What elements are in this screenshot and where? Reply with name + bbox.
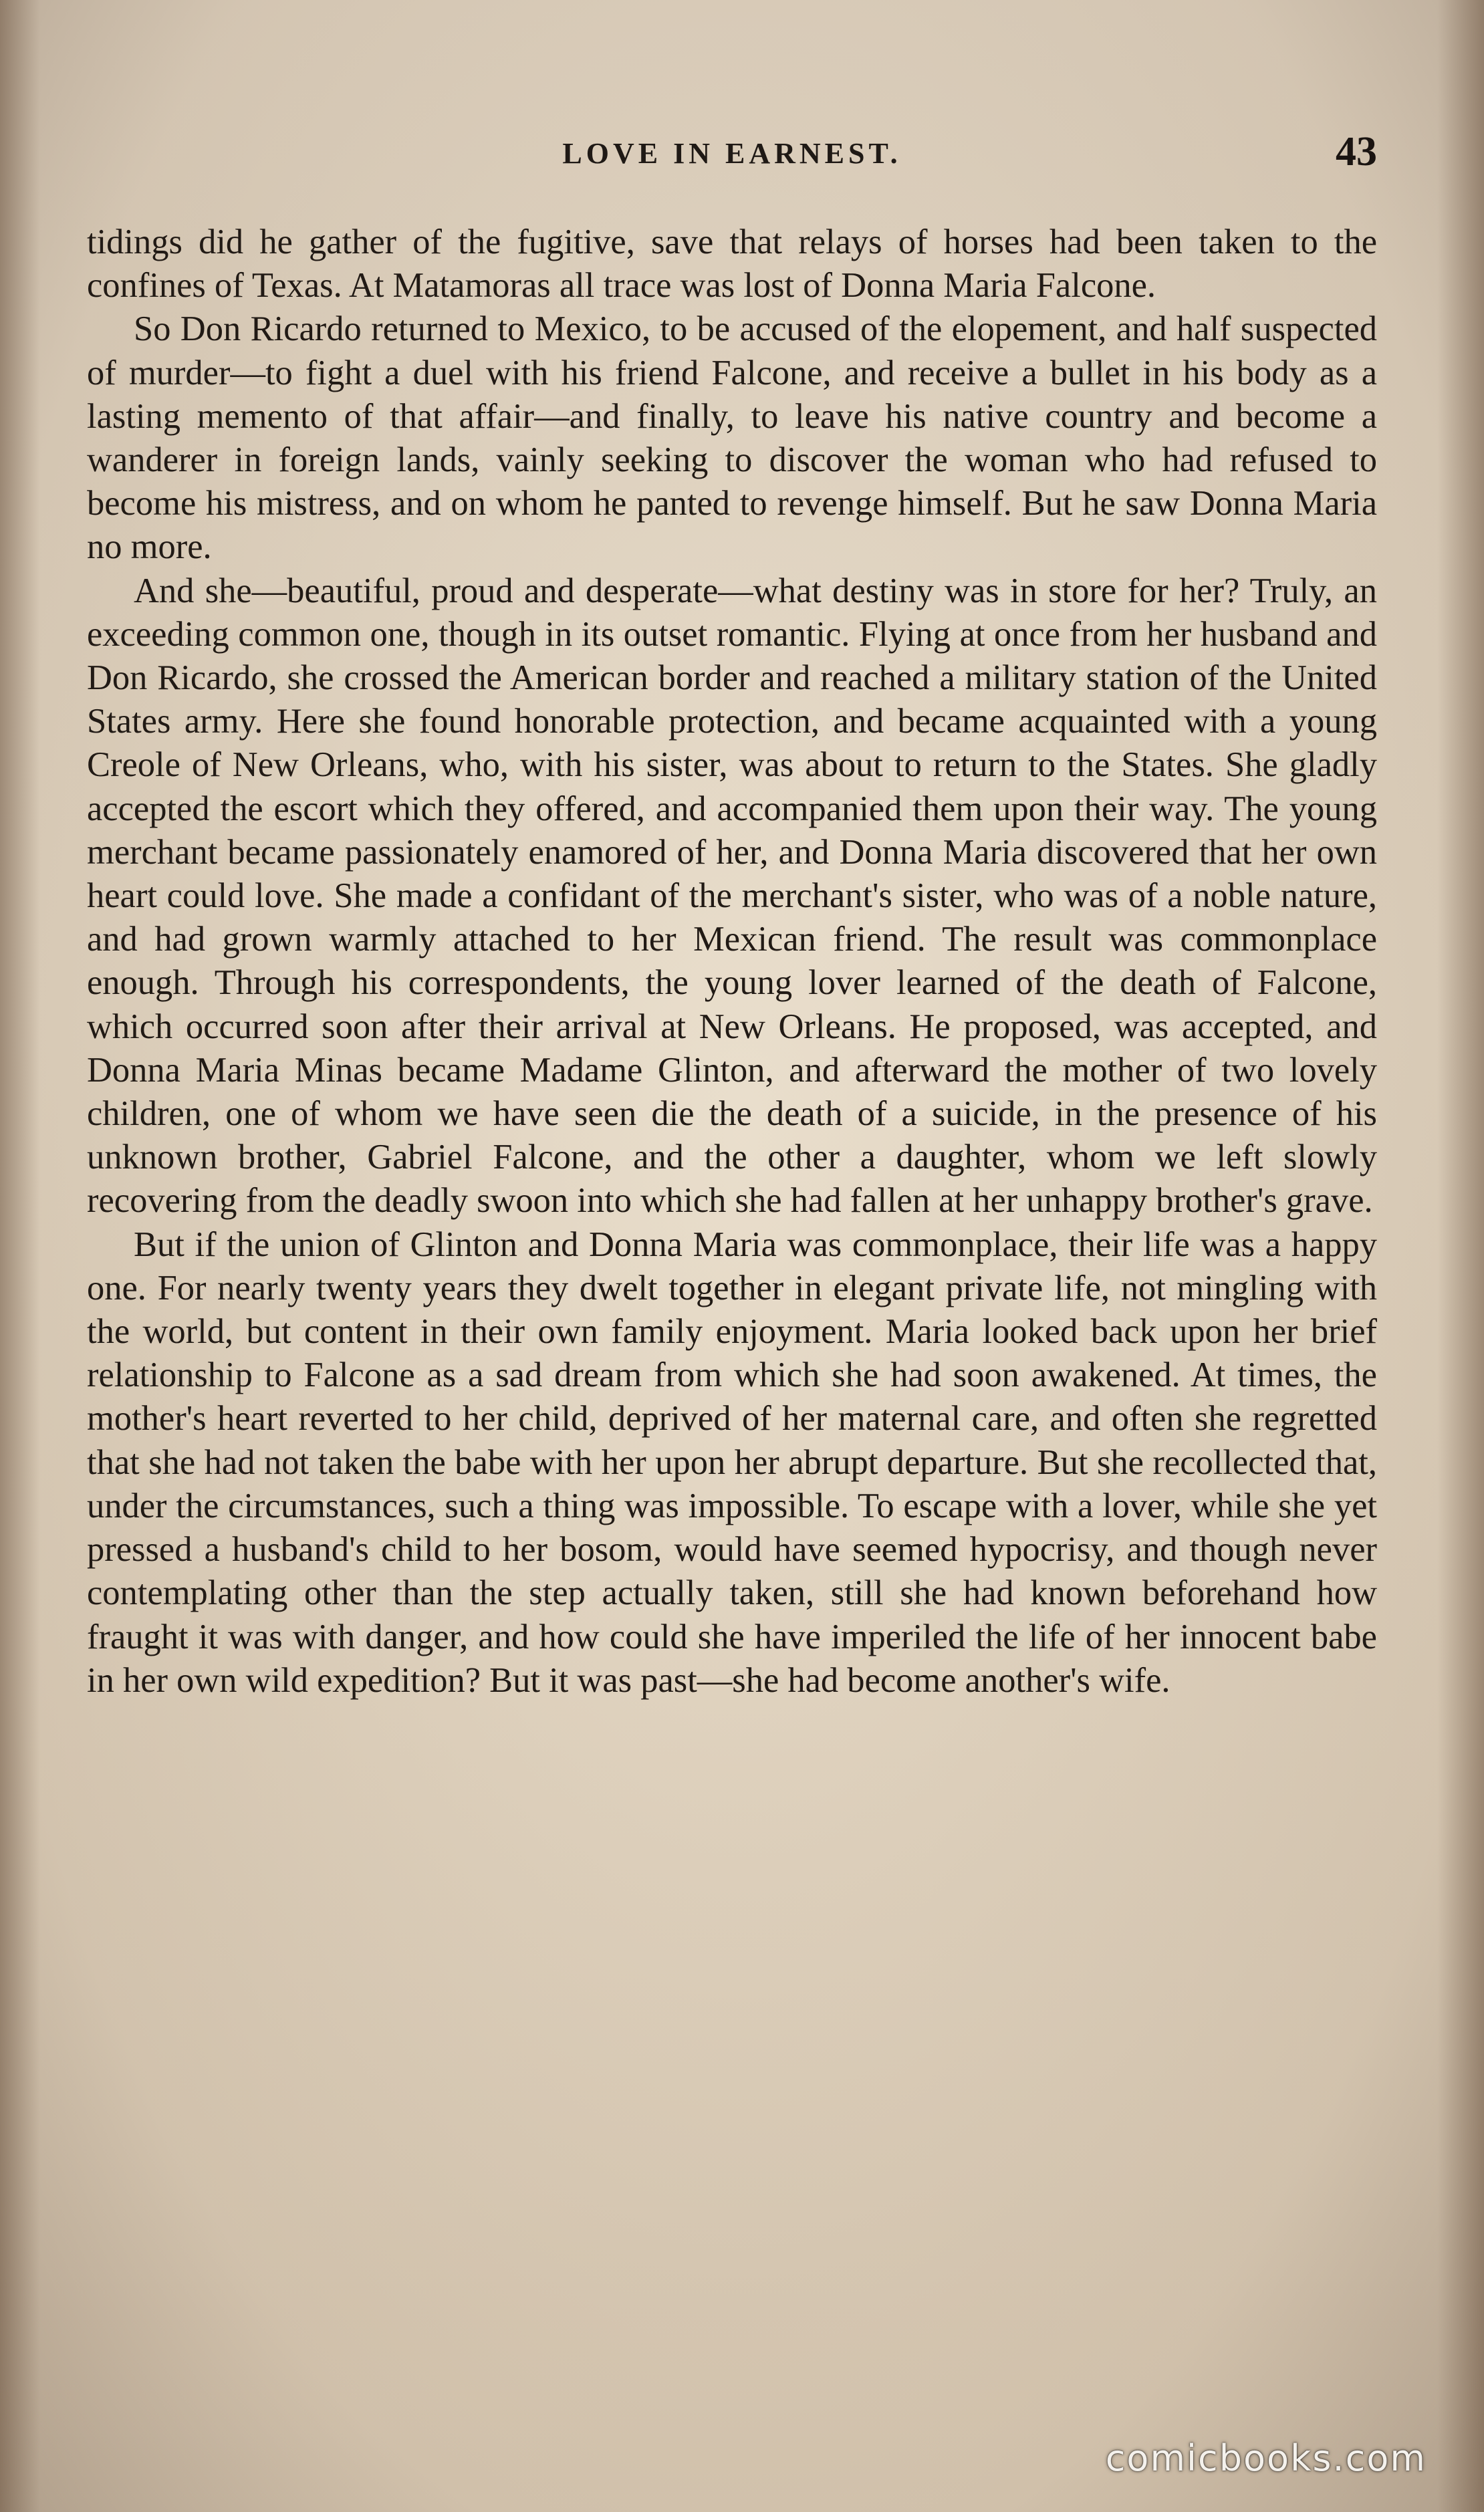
paragraph-2: So Don Ricardo returned to Mexico, to be accused of the elopement, and half suspected of murder—to fight a duel with his friend Falcone, and receive a bullet in his body as a lasting memento of that affair—and finally, to leave his native country and become a wanderer in foreign lands, vainly seeking to discover the woman who had refused to become his mistress, and on whom he panted to revenge himself. But he saw Donna Maria no more. (87, 309, 1377, 567)
watermark-text: comicbooks.com (1105, 2437, 1427, 2479)
paragraph-1: tidings did he gather of the fugitive, save that relays of horses had been taken to the confines of Texas. At Matamoras all trace was lost of Donna Maria Falcone. (87, 223, 1377, 305)
page-header (87, 131, 1377, 184)
page-number: 43 (1336, 129, 1377, 174)
body-text (87, 221, 1377, 1703)
paragraph-4: But if the union of Glinton and Donna Maria was commonplace, their life was a happy one. For nearly twenty years they dwelt together in elegant private life, not mingling with the world, but content in their own family enjoyment. Maria looked back upon her brief relationship to Falcone as a sad dream from which she had soon awakened. At times, the mother's heart reverted to her child, deprived of her maternal care, and often she regretted that she had not taken the babe with her upon her abrupt departure. But she recollected that, under the circumstances, such a thing was impossible. To escape with a lover, while she yet pressed a husband's child to her bosom, would have seemed hypocrisy, and though never contemplating other than the step actually taken, still she had known beforehand how fraught it was with danger, and how could she have imperiled the life of her innocent babe in her own wild expedition? But it was past—she had become another's wife. (87, 1225, 1377, 1700)
running-head: LOVE IN EARNEST. (562, 137, 902, 170)
page-shadow-right (1437, 0, 1484, 2512)
page-shadow-left (0, 0, 40, 2512)
paragraph-3: And she—beautiful, proud and desperate—what destiny was in store for her? Truly, an exceeding common one, though in its outset romantic. Flying at once from her husband and Don Ricardo, she crossed the American border and reached a military station of the United States army. Here she found honorable protection, and became acquainted with a young Creole of New Orleans, who, with his sister, was about to return to the States. She gladly accepted the escort which they offered, and accompanied them upon their way. The young merchant became passionately enamored of her, and Donna Maria discovered that her own heart could love. She made a confidant of the merchant's sister, who was of a noble nature, and had grown warmly attached to her Mexican friend. The result was commonplace enough. Through his correspondents, the young lover learned of the death of Falcone, which occurred soon after their arrival at New Orleans. He proposed, was accepted, and Donna Maria Minas became Madame Glinton, and afterward the mother of two lovely children, one of whom we have seen die the death of a suicide, in the presence of his unknown brother, Gabriel Falcone, and the other a daughter, whom we left slowly recovering from the deadly swoon into which she had fallen at her unhappy brother's grave. (87, 571, 1377, 1221)
